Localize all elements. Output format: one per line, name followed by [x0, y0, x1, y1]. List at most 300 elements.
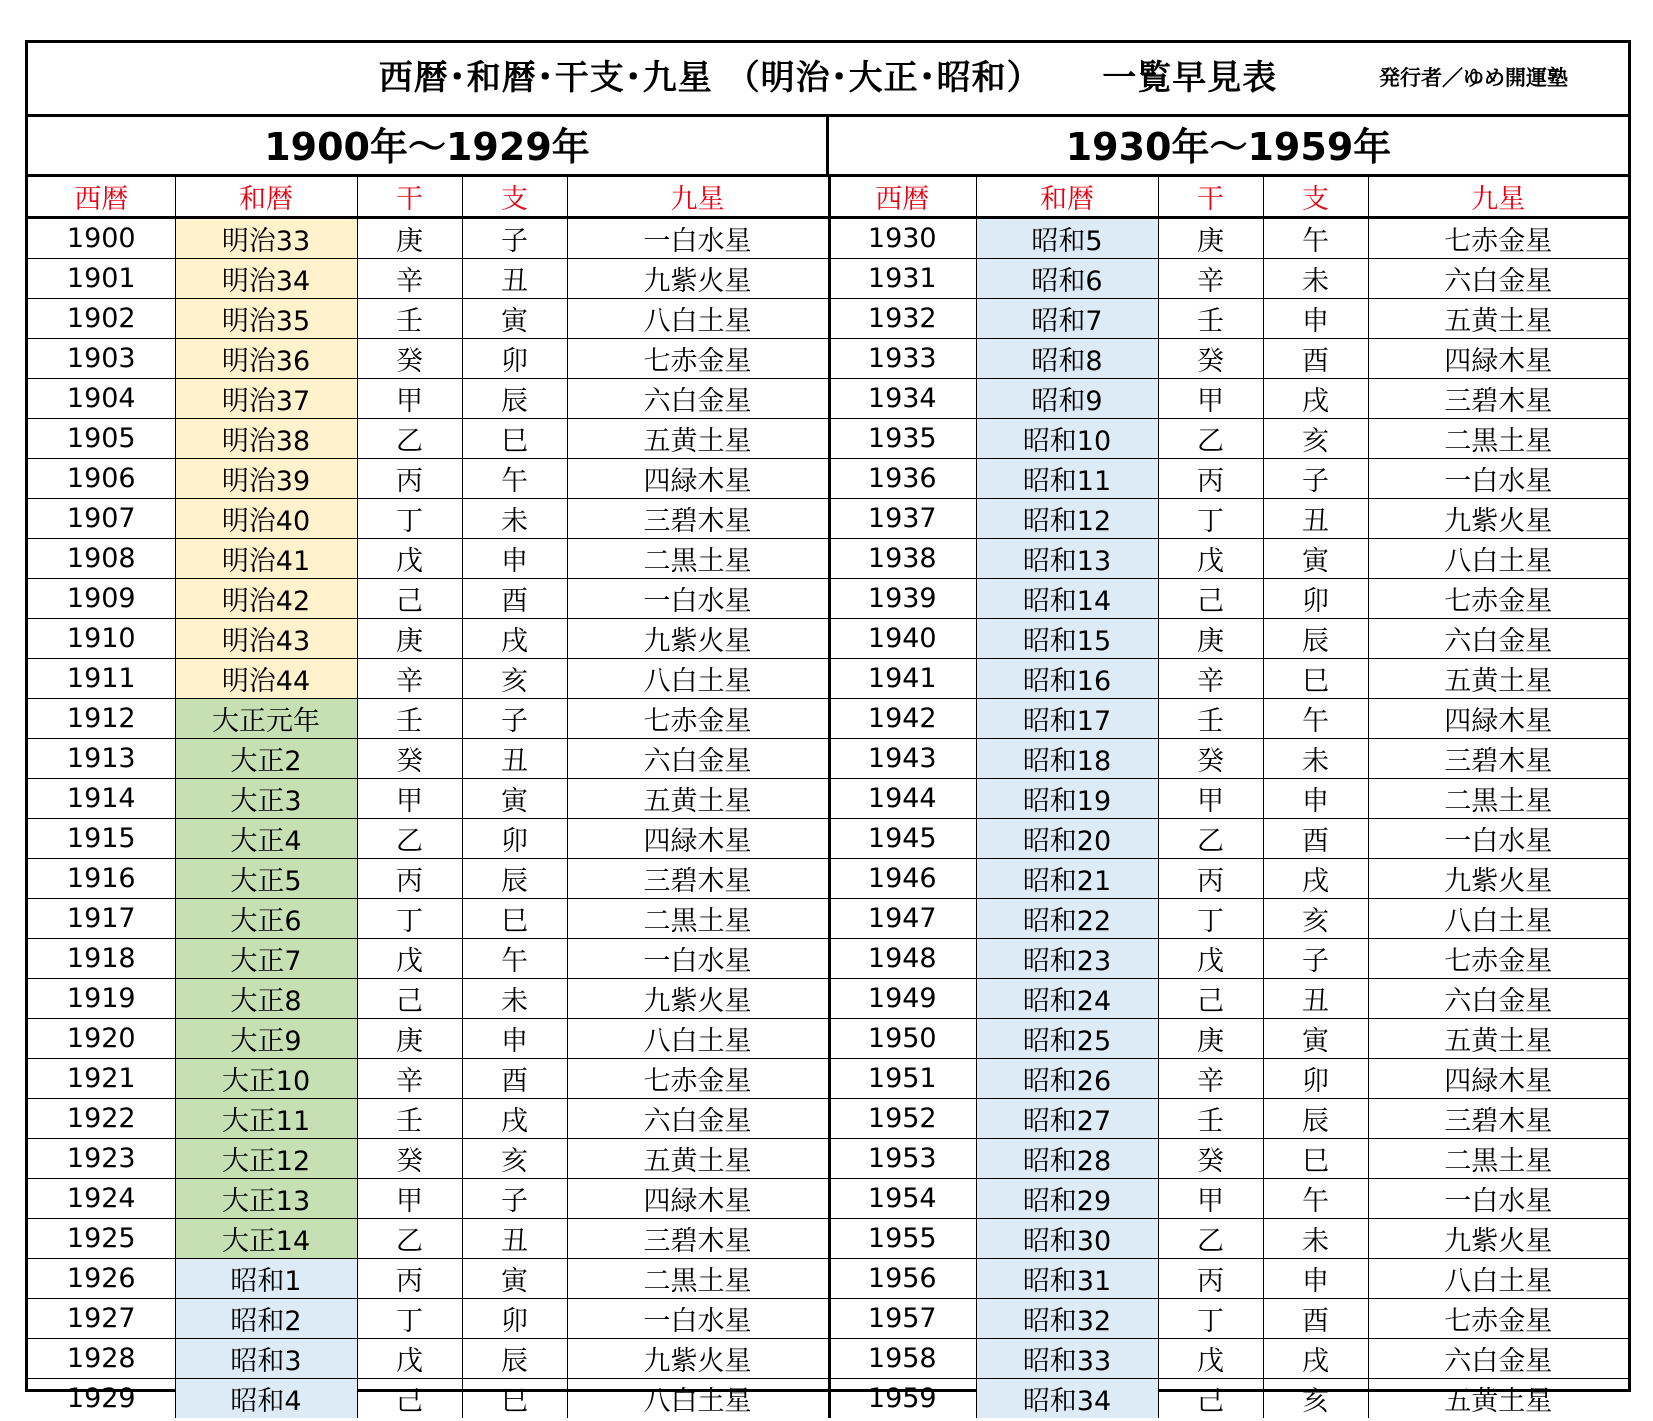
cell-kyusei: 六白金星: [1368, 619, 1628, 659]
cell-kan: 乙: [357, 419, 462, 459]
cell-shi: 巳: [462, 419, 567, 459]
table-row: [28, 699, 829, 739]
table-row: [28, 659, 829, 699]
cell-wareki: 明治35: [175, 299, 357, 339]
table-row: [28, 259, 829, 299]
table-row: [829, 218, 1628, 259]
cell-kyusei: 一白水星: [567, 579, 829, 619]
cell-seireki: 1957: [829, 1299, 976, 1339]
cell-seireki: 1916: [28, 859, 175, 899]
cell-shi: 丑: [462, 739, 567, 779]
cell-shi: 寅: [462, 299, 567, 339]
cell-kyusei: 六白金星: [1368, 259, 1628, 299]
cell-shi: 午: [1263, 699, 1368, 739]
cell-shi: 申: [1263, 1259, 1368, 1299]
cell-kan: 庚: [357, 1019, 462, 1059]
cell-kan: 壬: [357, 299, 462, 339]
cell-shi: 辰: [1263, 619, 1368, 659]
page-title: 西暦･和暦･干支･九星 （明治･大正･昭和） 一覧早見表: [378, 58, 1278, 98]
cell-kan: 戊: [357, 539, 462, 579]
cell-shi: 酉: [462, 579, 567, 619]
cell-seireki: 1940: [829, 619, 976, 659]
cell-seireki: 1933: [829, 339, 976, 379]
cell-kan: 丁: [357, 1299, 462, 1339]
cell-wareki: 大正12: [175, 1139, 357, 1179]
header-kan: 干: [357, 177, 462, 218]
cell-seireki: 1909: [28, 579, 175, 619]
cell-wareki: 昭和31: [976, 1259, 1158, 1299]
cell-wareki: 明治41: [175, 539, 357, 579]
table-row: [829, 1059, 1628, 1099]
cell-kan: 甲: [357, 779, 462, 819]
cell-seireki: 1924: [28, 1179, 175, 1219]
cell-wareki: 昭和10: [976, 419, 1158, 459]
cell-seireki: 1915: [28, 819, 175, 859]
cell-kyusei: 九紫火星: [567, 619, 829, 659]
table-row: [829, 579, 1628, 619]
cell-shi: 申: [1263, 299, 1368, 339]
cell-seireki: 1900: [28, 218, 175, 259]
cell-wareki: 明治40: [175, 499, 357, 539]
cell-shi: 卯: [1263, 579, 1368, 619]
cell-wareki: 昭和23: [976, 939, 1158, 979]
cell-seireki: 1929: [28, 1379, 175, 1419]
cell-seireki: 1904: [28, 379, 175, 419]
cell-shi: 戌: [1263, 1339, 1368, 1379]
table-row: [28, 939, 829, 979]
table-row: [829, 339, 1628, 379]
cell-kan: 丙: [357, 859, 462, 899]
table-row: [28, 1019, 829, 1059]
cell-kyusei: 九紫火星: [567, 259, 829, 299]
cell-kyusei: 六白金星: [567, 739, 829, 779]
cell-kan: 癸: [357, 739, 462, 779]
cell-shi: 戌: [1263, 379, 1368, 419]
cell-seireki: 1923: [28, 1139, 175, 1179]
table-row: [829, 899, 1628, 939]
cell-wareki: 昭和22: [976, 899, 1158, 939]
cell-kan: 癸: [357, 339, 462, 379]
cell-seireki: 1955: [829, 1219, 976, 1259]
cell-kyusei: 二黒土星: [567, 1259, 829, 1299]
cell-wareki: 昭和1: [175, 1259, 357, 1299]
cell-kyusei: 二黒土星: [567, 539, 829, 579]
cell-shi: 卯: [462, 1299, 567, 1339]
cell-seireki: 1922: [28, 1099, 175, 1139]
table-row: [829, 1219, 1628, 1259]
cell-wareki: 大正元年: [175, 699, 357, 739]
cell-wareki: 明治44: [175, 659, 357, 699]
cell-wareki: 昭和18: [976, 739, 1158, 779]
cell-shi: 子: [462, 218, 567, 259]
cell-wareki: 昭和8: [976, 339, 1158, 379]
table-row: [28, 859, 829, 899]
cell-shi: 亥: [1263, 419, 1368, 459]
cell-wareki: 昭和16: [976, 659, 1158, 699]
cell-shi: 卯: [462, 819, 567, 859]
cell-kyusei: 一白水星: [1368, 1179, 1628, 1219]
cell-kan: 己: [357, 579, 462, 619]
cell-seireki: 1918: [28, 939, 175, 979]
cell-kan: 辛: [1158, 259, 1263, 299]
cell-seireki: 1928: [28, 1339, 175, 1379]
cell-kyusei: 一白水星: [567, 1299, 829, 1339]
cell-seireki: 1926: [28, 1259, 175, 1299]
cell-seireki: 1951: [829, 1059, 976, 1099]
cell-kyusei: 一白水星: [567, 939, 829, 979]
cell-kyusei: 五黄土星: [567, 779, 829, 819]
cell-wareki: 昭和12: [976, 499, 1158, 539]
cell-kan: 己: [1158, 579, 1263, 619]
cell-kyusei: 七赤金星: [1368, 939, 1628, 979]
cell-kyusei: 九紫火星: [567, 979, 829, 1019]
cell-wareki: 明治43: [175, 619, 357, 659]
table-row: [829, 1339, 1628, 1379]
cell-kan: 甲: [1158, 1179, 1263, 1219]
cell-kyusei: 四緑木星: [1368, 699, 1628, 739]
cell-kyusei: 六白金星: [1368, 1339, 1628, 1379]
cell-seireki: 1954: [829, 1179, 976, 1219]
cell-shi: 寅: [462, 779, 567, 819]
cell-seireki: 1930: [829, 218, 976, 259]
cell-seireki: 1953: [829, 1139, 976, 1179]
cell-seireki: 1943: [829, 739, 976, 779]
cell-shi: 卯: [1263, 1059, 1368, 1099]
cell-shi: 未: [462, 499, 567, 539]
cell-wareki: 昭和4: [175, 1379, 357, 1419]
table-row: [829, 1019, 1628, 1059]
cell-kyusei: 七赤金星: [567, 699, 829, 739]
cell-kyusei: 九紫火星: [1368, 859, 1628, 899]
table-row: [28, 899, 829, 939]
cell-shi: 亥: [1263, 899, 1368, 939]
cell-kan: 乙: [1158, 819, 1263, 859]
cell-shi: 酉: [462, 1059, 567, 1099]
cell-seireki: 1906: [28, 459, 175, 499]
cell-kan: 甲: [1158, 379, 1263, 419]
table-row: [829, 1299, 1628, 1339]
table-row: [829, 259, 1628, 299]
cell-seireki: 1912: [28, 699, 175, 739]
table-row: [829, 979, 1628, 1019]
cell-kan: 丙: [357, 1259, 462, 1299]
cell-kyusei: 二黒土星: [1368, 779, 1628, 819]
cell-kan: 丁: [1158, 1299, 1263, 1339]
cell-shi: 巳: [1263, 1139, 1368, 1179]
cell-wareki: 明治34: [175, 259, 357, 299]
header-shi: 支: [1263, 177, 1368, 218]
cell-kyusei: 一白水星: [1368, 819, 1628, 859]
cell-shi: 申: [1263, 779, 1368, 819]
cell-kan: 辛: [1158, 659, 1263, 699]
cell-kan: 辛: [357, 659, 462, 699]
cell-kyusei: 三碧木星: [1368, 379, 1628, 419]
cell-shi: 丑: [462, 1219, 567, 1259]
cell-wareki: 大正3: [175, 779, 357, 819]
table-row: [28, 1219, 829, 1259]
cell-kan: 己: [1158, 979, 1263, 1019]
cell-kyusei: 八白土星: [1368, 899, 1628, 939]
cell-kyusei: 四緑木星: [1368, 1059, 1628, 1099]
cell-wareki: 大正6: [175, 899, 357, 939]
cell-seireki: 1908: [28, 539, 175, 579]
table-right: [829, 177, 1628, 1418]
cell-shi: 戌: [1263, 859, 1368, 899]
table-row: [28, 1059, 829, 1099]
cell-kan: 乙: [357, 1219, 462, 1259]
table-row: [28, 739, 829, 779]
cell-shi: 亥: [1263, 1379, 1368, 1419]
cell-kyusei: 五黄土星: [1368, 1379, 1628, 1419]
cell-shi: 午: [462, 459, 567, 499]
cell-kan: 壬: [1158, 299, 1263, 339]
cell-wareki: 昭和25: [976, 1019, 1158, 1059]
header-wareki: 和暦: [175, 177, 357, 218]
cell-wareki: 昭和19: [976, 779, 1158, 819]
table-row: [829, 459, 1628, 499]
cell-wareki: 昭和33: [976, 1339, 1158, 1379]
cell-kyusei: 二黒土星: [567, 899, 829, 939]
cell-kyusei: 六白金星: [1368, 979, 1628, 1019]
cell-seireki: 1902: [28, 299, 175, 339]
cell-kyusei: 八白土星: [1368, 1259, 1628, 1299]
table-row: [28, 779, 829, 819]
cell-wareki: 明治39: [175, 459, 357, 499]
cell-shi: 午: [462, 939, 567, 979]
cell-kyusei: 一白水星: [1368, 459, 1628, 499]
cell-kan: 辛: [357, 1059, 462, 1099]
table-row: [829, 659, 1628, 699]
cell-seireki: 1959: [829, 1379, 976, 1419]
cell-kyusei: 一白水星: [567, 218, 829, 259]
cell-wareki: 大正5: [175, 859, 357, 899]
cell-shi: 午: [1263, 1179, 1368, 1219]
cell-seireki: 1936: [829, 459, 976, 499]
cell-seireki: 1913: [28, 739, 175, 779]
table-body-right: [829, 218, 1628, 1419]
cell-wareki: 大正4: [175, 819, 357, 859]
cell-wareki: 昭和9: [976, 379, 1158, 419]
table-row: [829, 299, 1628, 339]
cell-wareki: 昭和24: [976, 979, 1158, 1019]
cell-seireki: 1920: [28, 1019, 175, 1059]
cell-wareki: 昭和28: [976, 1139, 1158, 1179]
cell-kyusei: 三碧木星: [567, 499, 829, 539]
cell-wareki: 昭和32: [976, 1299, 1158, 1339]
table-row: [28, 579, 829, 619]
cell-shi: 未: [462, 979, 567, 1019]
cell-kyusei: 九紫火星: [1368, 1219, 1628, 1259]
cell-wareki: 大正11: [175, 1099, 357, 1139]
header-wareki: 和暦: [976, 177, 1158, 218]
cell-seireki: 1914: [28, 779, 175, 819]
header-shi: 支: [462, 177, 567, 218]
cell-kyusei: 五黄土星: [1368, 659, 1628, 699]
cell-shi: 辰: [462, 379, 567, 419]
header-seireki: 西暦: [28, 177, 175, 218]
cell-shi: 戌: [462, 619, 567, 659]
cell-seireki: 1945: [829, 819, 976, 859]
cell-wareki: 昭和7: [976, 299, 1158, 339]
cell-kan: 庚: [357, 619, 462, 659]
cell-seireki: 1917: [28, 899, 175, 939]
cell-shi: 午: [1263, 218, 1368, 259]
cell-kan: 乙: [1158, 1219, 1263, 1259]
cell-kyusei: 八白土星: [567, 299, 829, 339]
cell-seireki: 1921: [28, 1059, 175, 1099]
cell-shi: 丑: [1263, 979, 1368, 1019]
cell-wareki: 大正8: [175, 979, 357, 1019]
cell-kyusei: 八白土星: [1368, 539, 1628, 579]
cell-kan: 丁: [357, 899, 462, 939]
cell-shi: 酉: [1263, 339, 1368, 379]
calendar-sheet: [25, 40, 1631, 1417]
cell-shi: 卯: [462, 339, 567, 379]
cell-shi: 子: [1263, 939, 1368, 979]
cell-seireki: 1941: [829, 659, 976, 699]
cell-seireki: 1905: [28, 419, 175, 459]
cell-wareki: 昭和30: [976, 1219, 1158, 1259]
cell-shi: 子: [462, 1179, 567, 1219]
cell-kan: 甲: [357, 379, 462, 419]
range-heading-left: 1900年～1929年: [28, 117, 829, 177]
cell-shi: 巳: [462, 1379, 567, 1419]
cell-seireki: 1925: [28, 1219, 175, 1259]
cell-wareki: 明治42: [175, 579, 357, 619]
cell-kan: 癸: [1158, 739, 1263, 779]
cell-shi: 辰: [1263, 1099, 1368, 1139]
table-row: [28, 1339, 829, 1379]
cell-shi: 寅: [1263, 539, 1368, 579]
cell-kyusei: 五黄土星: [1368, 1019, 1628, 1059]
table-row: [829, 739, 1628, 779]
cell-kyusei: 九紫火星: [1368, 499, 1628, 539]
cell-seireki: 1931: [829, 259, 976, 299]
cell-kan: 壬: [1158, 699, 1263, 739]
cell-kan: 丙: [1158, 1259, 1263, 1299]
cell-kyusei: 三碧木星: [567, 1219, 829, 1259]
table-row: [829, 1099, 1628, 1139]
cell-shi: 酉: [1263, 1299, 1368, 1339]
cell-kan: 甲: [1158, 779, 1263, 819]
table-row: [829, 779, 1628, 819]
cell-wareki: 昭和20: [976, 819, 1158, 859]
cell-kan: 丁: [357, 499, 462, 539]
cell-kan: 己: [357, 1379, 462, 1419]
cell-kan: 己: [357, 979, 462, 1019]
cell-kyusei: 八白土星: [567, 659, 829, 699]
cell-kyusei: 三碧木星: [1368, 739, 1628, 779]
cell-shi: 子: [1263, 459, 1368, 499]
cell-seireki: 1942: [829, 699, 976, 739]
cell-kan: 戊: [1158, 1339, 1263, 1379]
cell-kan: 癸: [1158, 1139, 1263, 1179]
cell-seireki: 1927: [28, 1299, 175, 1339]
table-row: [28, 459, 829, 499]
cell-wareki: 明治38: [175, 419, 357, 459]
table-row: [28, 1179, 829, 1219]
cell-shi: 申: [462, 539, 567, 579]
table-row: [829, 419, 1628, 459]
cell-shi: 子: [462, 699, 567, 739]
cell-shi: 寅: [462, 1259, 567, 1299]
cell-kan: 癸: [357, 1139, 462, 1179]
table-left: [28, 177, 831, 1418]
cell-shi: 辰: [462, 1339, 567, 1379]
cell-shi: 申: [462, 1019, 567, 1059]
table-row: [28, 1299, 829, 1339]
table-row: [28, 1139, 829, 1179]
cell-wareki: 昭和26: [976, 1059, 1158, 1099]
cell-kan: 甲: [357, 1179, 462, 1219]
cell-wareki: 昭和5: [976, 218, 1158, 259]
cell-kyusei: 六白金星: [567, 1099, 829, 1139]
cell-seireki: 1911: [28, 659, 175, 699]
cell-seireki: 1952: [829, 1099, 976, 1139]
table-row: [28, 379, 829, 419]
cell-kyusei: 四緑木星: [567, 459, 829, 499]
cell-kyusei: 九紫火星: [567, 1339, 829, 1379]
table-row: [829, 819, 1628, 859]
cell-wareki: 明治33: [175, 218, 357, 259]
cell-kan: 庚: [1158, 218, 1263, 259]
header-seireki: 西暦: [829, 177, 976, 218]
cell-seireki: 1907: [28, 499, 175, 539]
cell-kyusei: 七赤金星: [1368, 1299, 1628, 1339]
cell-shi: 戌: [462, 1099, 567, 1139]
table-row: [28, 419, 829, 459]
cell-kan: 戊: [357, 939, 462, 979]
cell-seireki: 1910: [28, 619, 175, 659]
cell-wareki: 明治37: [175, 379, 357, 419]
cell-seireki: 1949: [829, 979, 976, 1019]
table-row: [829, 1139, 1628, 1179]
cell-kan: 壬: [357, 1099, 462, 1139]
cell-wareki: 昭和6: [976, 259, 1158, 299]
range-heading-right: 1930年～1959年: [829, 117, 1628, 177]
cell-kyusei: 七赤金星: [567, 339, 829, 379]
cell-shi: 巳: [462, 899, 567, 939]
cell-shi: 未: [1263, 739, 1368, 779]
cell-wareki: 昭和29: [976, 1179, 1158, 1219]
cell-wareki: 大正14: [175, 1219, 357, 1259]
publisher-label: 発行者／ゆめ開運塾: [1379, 66, 1568, 90]
cell-seireki: 1950: [829, 1019, 976, 1059]
cell-seireki: 1938: [829, 539, 976, 579]
cell-kan: 乙: [357, 819, 462, 859]
header-kyusei: 九星: [567, 177, 829, 218]
cell-seireki: 1958: [829, 1339, 976, 1379]
table-row: [829, 379, 1628, 419]
cell-wareki: 昭和34: [976, 1379, 1158, 1419]
cell-seireki: 1919: [28, 979, 175, 1019]
cell-kan: 辛: [357, 259, 462, 299]
table-row: [28, 1099, 829, 1139]
cell-kyusei: 五黄土星: [567, 419, 829, 459]
table-row: [28, 539, 829, 579]
cell-kan: 丙: [1158, 459, 1263, 499]
cell-kyusei: 八白土星: [567, 1019, 829, 1059]
title-bar: [28, 43, 1628, 117]
cell-shi: 寅: [1263, 1019, 1368, 1059]
header-row: [28, 177, 829, 218]
cell-shi: 亥: [462, 1139, 567, 1179]
table-row: [28, 979, 829, 1019]
cell-kan: 癸: [1158, 339, 1263, 379]
table-row: [28, 619, 829, 659]
cell-kyusei: 六白金星: [567, 379, 829, 419]
cell-wareki: 大正10: [175, 1059, 357, 1099]
